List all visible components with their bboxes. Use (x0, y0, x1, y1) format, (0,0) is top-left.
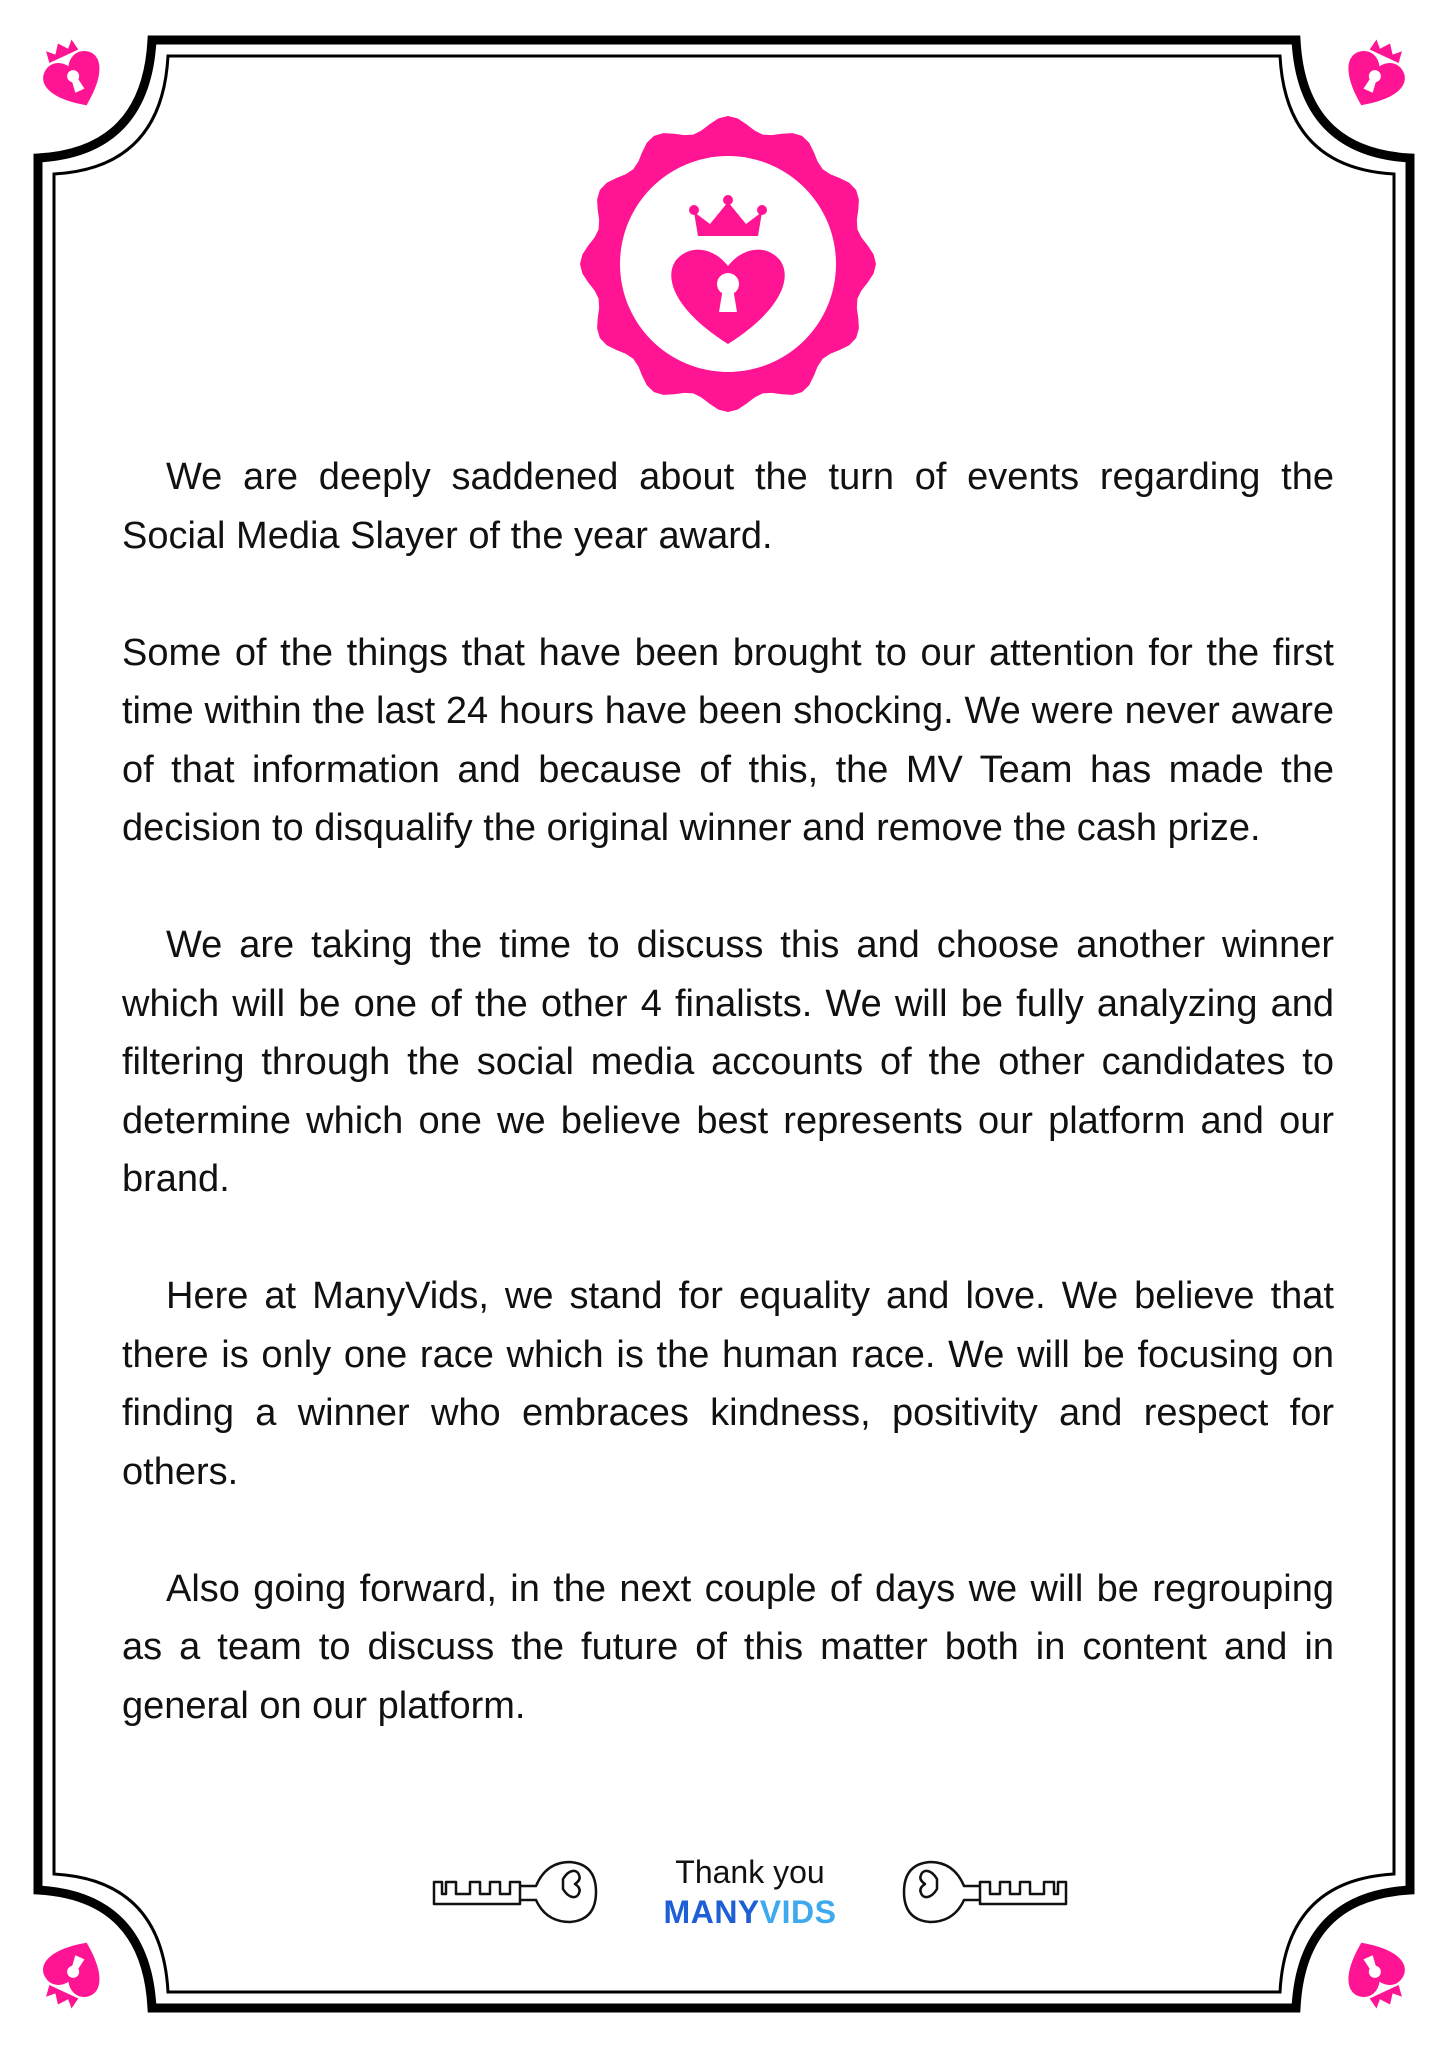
corner-heart-lock-icon-top-left (34, 38, 114, 118)
brand-logo (620, 1892, 880, 1932)
paragraph: Here at ManyVids, we stand for equality and love. We believe that there is only one race which is the human race. We will be focusing on finding a winner who embraces kindness, positivity and respect for others. (122, 1275, 1334, 1493)
heart-key-icon (900, 1852, 1070, 1932)
footer-signoff (420, 1842, 1070, 1952)
corner-heart-lock-icon-bottom-right (1334, 1930, 1414, 2010)
corner-heart-lock-icon-top-right (1334, 38, 1414, 118)
paragraph: We are deeply saddened about the turn of events regarding the Social Media Slayer of the year award. (122, 456, 1334, 557)
brand-logo-part: VIDS (759, 1894, 837, 1930)
brand-logo-part: MANY (663, 1894, 760, 1930)
corner-heart-lock-icon-bottom-left (34, 1930, 114, 2010)
paragraph: We are taking the time to discuss this and choose another winner which will be one of the other 4 finalists. We will be fully analyzing and filtering through the social media accounts of the other candidates to determine which one we believe best represents our platform and our brand. (122, 924, 1334, 1200)
paragraph: Also going forward, in the next couple of days we will be regrouping as a team to discuss the future of this matter both in content and in general on our platform. (122, 1567, 1334, 1727)
heart-key-icon (430, 1852, 600, 1932)
paragraph: Some of the things that have been brought to our attention for the first time within the last 24 hours have been shocking. We were never aware of that information and because of this, the MV Team has made the decision to disqualify the original winner and remove the cash prize. (122, 631, 1334, 849)
thank-you-text: Thank you (675, 1854, 825, 1890)
signoff (620, 1852, 880, 1932)
letter-body (122, 448, 1334, 1735)
crowned-heart-lock-badge-icon (576, 112, 880, 416)
